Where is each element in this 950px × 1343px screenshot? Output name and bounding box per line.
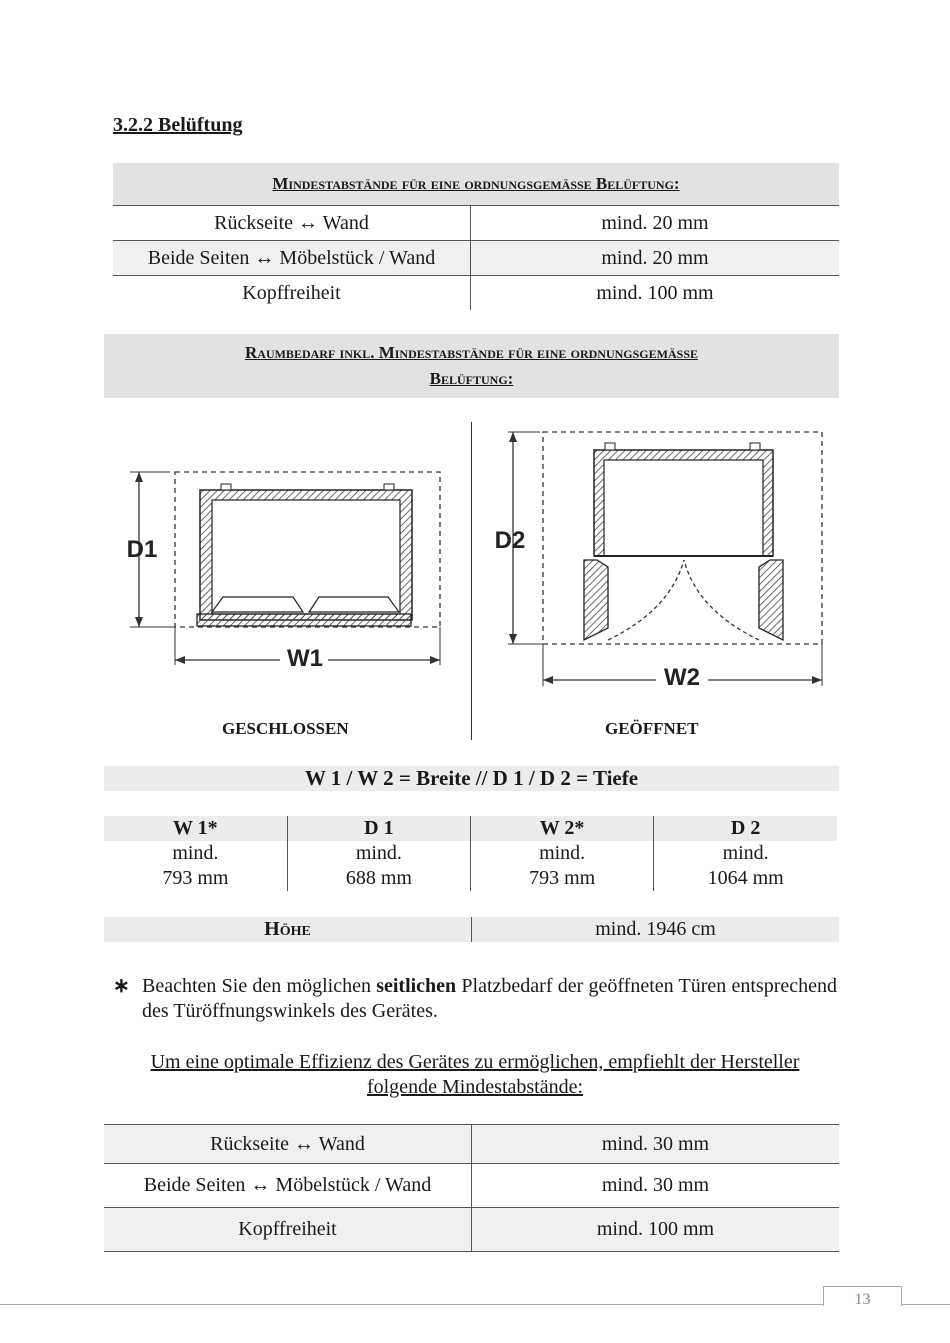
dim-value-w1 [104, 841, 287, 891]
table-cell-value: mind. 30 mm [601, 1174, 710, 1196]
dim-value: 1064 mm [707, 867, 784, 889]
table-cell-value: mind. 30 mm [472, 1125, 840, 1164]
caption-open: GEÖFFNET [605, 719, 699, 738]
recommendation-text [113, 1050, 837, 1100]
height-label: Höhe [104, 917, 472, 942]
dim-min-label: mind. [172, 842, 219, 864]
w2-label: W2 [664, 664, 700, 691]
w1-label: W1 [287, 645, 323, 672]
asterisk-icon: ∗ [113, 975, 130, 997]
dim-value-w2 [471, 841, 654, 891]
table-cell-value: mind. 100 mm [471, 276, 840, 311]
ventilation-table-header: Mindestabstände für eine ordnungsgemäße Belüftung: [113, 163, 839, 206]
table-cell-label: Beide Seiten ↔ Möbelstück / Wand [113, 241, 471, 276]
dim-value: 688 mm [345, 867, 412, 889]
page-number: 13 [823, 1286, 902, 1306]
dim-value-d1 [287, 841, 470, 891]
table-cell-label: Rückseite ↔ Wand [104, 1125, 472, 1164]
dim-head-w2: W 2* [471, 816, 654, 841]
table-cell-value: mind. 20 mm [471, 241, 840, 276]
dim-head-w1: W 1* [104, 816, 287, 841]
table-cell-value: mind. 20 mm [471, 206, 840, 241]
note-emphasis: seitlichen [376, 975, 457, 997]
dimensions-table [104, 816, 837, 891]
dim-min-label: mind. [539, 842, 586, 864]
side-clearance-note [113, 974, 837, 1024]
note-text: Beachten Sie den möglichen [142, 975, 377, 997]
table-cell-value: mind. 100 mm [472, 1208, 840, 1252]
closed-fridge-diagram [130, 472, 440, 672]
dim-head-d2: D 2 [654, 816, 837, 841]
height-value: mind. 1946 cm [595, 918, 716, 940]
caption-closed: GESCHLOSSEN [222, 719, 349, 738]
recommendation-line2: folgende Mindestabstände: [366, 1076, 584, 1098]
footer-rule [0, 1304, 950, 1305]
dim-value: 793 mm [162, 867, 229, 889]
dim-value-d2 [654, 841, 837, 891]
table-cell-label: Kopffreiheit [113, 276, 471, 311]
dim-min-label: mind. [355, 842, 402, 864]
recommendation-line1: Um eine optimale Effizienz des Gerätes zu ermöglichen, empfiehlt der Hersteller [150, 1051, 800, 1073]
height-row [104, 917, 839, 942]
dimension-formula: W 1 / W 2 = Breite // D 1 / D 2 = Tiefe [104, 766, 839, 791]
note-text-rest: Platzbedarf der geöffneten Türen entsprechend des Türöffnungswinkels des Gerätes. [142, 975, 837, 1022]
table-cell-label: Beide Seiten ↔ Möbelstück / Wand [104, 1164, 472, 1208]
table-cell-label: Rückseite ↔ Wand [113, 206, 471, 241]
d1-label: D1 [126, 536, 158, 563]
space-requirement-header-line2: Belüftung: [429, 369, 514, 388]
dim-head-d1: D 1 [287, 816, 470, 841]
table-cell-label: Kopffreiheit [104, 1208, 472, 1252]
d2-label: D2 [494, 527, 526, 554]
space-requirement-header-line1: Raumbedarf inkl. Mindestabstände für eine ordnungsgemäße [245, 343, 698, 362]
open-fridge-diagram [508, 432, 822, 690]
dim-value: 793 mm [529, 867, 596, 889]
section-heading: 3.2.2 Belüftung [113, 114, 243, 136]
dim-min-label: mind. [722, 842, 769, 864]
recommended-clearance-table [104, 1124, 839, 1252]
diagram-divider [471, 422, 472, 740]
